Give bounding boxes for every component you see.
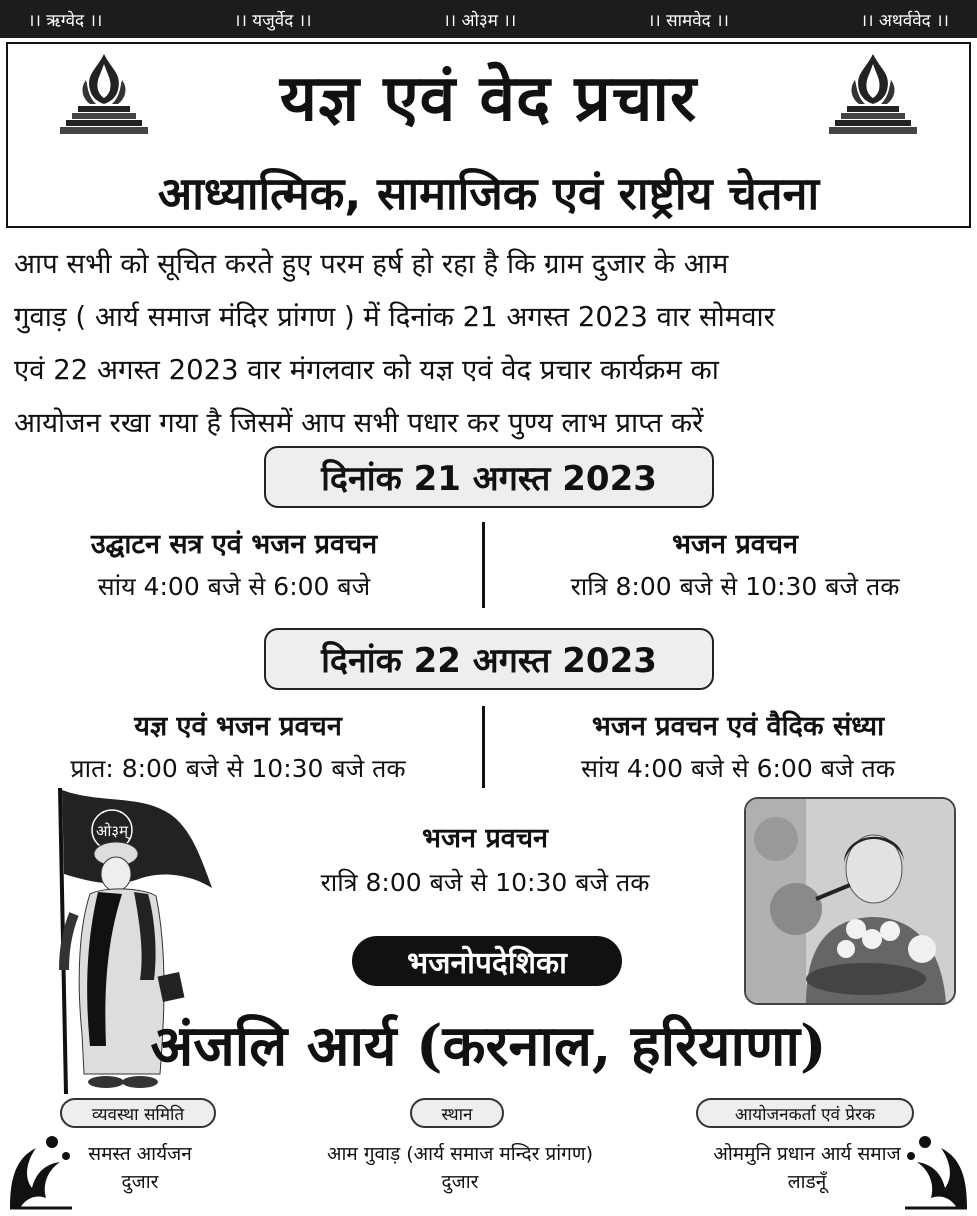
footer-line: आम गुवाड़ (आर्य समाज मन्दिर प्रांगण) [327, 1143, 593, 1165]
footer-line: समस्त आर्यजन [88, 1143, 192, 1165]
session-time: रात्रि 8:00 बजे से 10:30 बजे तक [320, 868, 650, 897]
day2-session-center [250, 818, 720, 899]
session-title: भजन प्रवचन [672, 529, 798, 560]
footer-line: लाडनूँ [787, 1171, 827, 1193]
session-time: रात्रि 8:00 बजे से 10:30 बजे तक [570, 572, 900, 601]
footer-organizer [672, 1140, 942, 1196]
footer-venue [270, 1140, 650, 1196]
session-title: भजन प्रवचन [422, 823, 548, 854]
session-title: भजन प्रवचन एवं वैदिक संध्या [591, 711, 885, 742]
session-time: सांय 4:00 बजे से 6:00 बजे तक [581, 754, 895, 783]
session-title: उद्घाटन सत्र एवं भजन प्रवचन [90, 529, 378, 560]
top-banner-item-atharvaveda: ।। अथर्ववेद ।। [860, 10, 949, 31]
session-time: प्रात: 8:00 बजे से 10:30 बजे तक [70, 754, 406, 783]
session-title: यज्ञ एवं भजन प्रवचन [134, 711, 342, 742]
footer-line: दुजार [441, 1171, 479, 1193]
divider [482, 706, 485, 788]
flag-om-text: ओ३म् [95, 822, 129, 840]
intro-line: आयोजन रखा गया है जिसमें आप सभी पधार कर पुण्य लाभ प्राप्त करें [14, 407, 704, 439]
session-time: सांय 4:00 बजे से 6:00 बजे [97, 572, 371, 601]
footer-label-venue: स्थान [410, 1098, 504, 1128]
intro-line: एवं 22 अगस्त 2023 वार मंगलवार को यज्ञ एवं वेद प्रचार कार्यक्रम का [14, 354, 719, 386]
top-banner-item-rigveda: ।। ऋग्वेद ।। [28, 10, 103, 31]
header-box [6, 42, 971, 228]
top-banner-item-yajurveda: ।। यजुर्वेद ।। [234, 10, 312, 31]
date-pill-day2: दिनांक 22 अगस्त 2023 [264, 628, 714, 690]
intro-paragraph [14, 238, 964, 450]
subtitle: आध्यात्मिक, सामाजिक एवं राष्ट्रीय चेतना [157, 167, 820, 220]
footer-line: ओममुनि प्रधान आर्य समाज [713, 1143, 901, 1165]
day2-session-right [508, 706, 968, 785]
footer-label-arrangement: व्यवस्था समिति [60, 1098, 216, 1128]
top-banner-item-samaveda: ।। सामवेद ।। [647, 10, 729, 31]
singer-photo-illustration [746, 799, 954, 1003]
havan-kund-icon [825, 50, 921, 140]
footer-arrangement [60, 1140, 220, 1196]
intro-line: आप सभी को सूचित करते हुए परम हर्ष हो रहा है कि ग्राम दुजार के आम [14, 248, 729, 280]
day1-session-left [14, 524, 454, 603]
footer-label-organizer: आयोजनकर्ता एवं प्रेरक [696, 1098, 914, 1128]
top-banner-item-om: ।। ओ३म ।। [443, 10, 517, 31]
bhajanopdeshika-badge: भजनोपदेशिका [352, 936, 622, 986]
footer-line: दुजार [121, 1171, 159, 1193]
intro-line: गुवाड़ ( आर्य समाज मंदिर प्रांगण ) में दिनांक 21 अगस्त 2023 वार सोमवार [14, 301, 775, 333]
divider [482, 522, 485, 608]
day2-session-left [8, 706, 468, 785]
singer-name: अंजलि आर्य (करनाल, हरियाणा) [150, 1013, 827, 1079]
day1-session-right [510, 524, 960, 603]
singer-photo [744, 797, 956, 1005]
top-banner [0, 0, 977, 38]
main-title: यज्ञ एवं वेद प्रचार [279, 62, 698, 136]
date-pill-day1: दिनांक 21 अगस्त 2023 [264, 446, 714, 508]
